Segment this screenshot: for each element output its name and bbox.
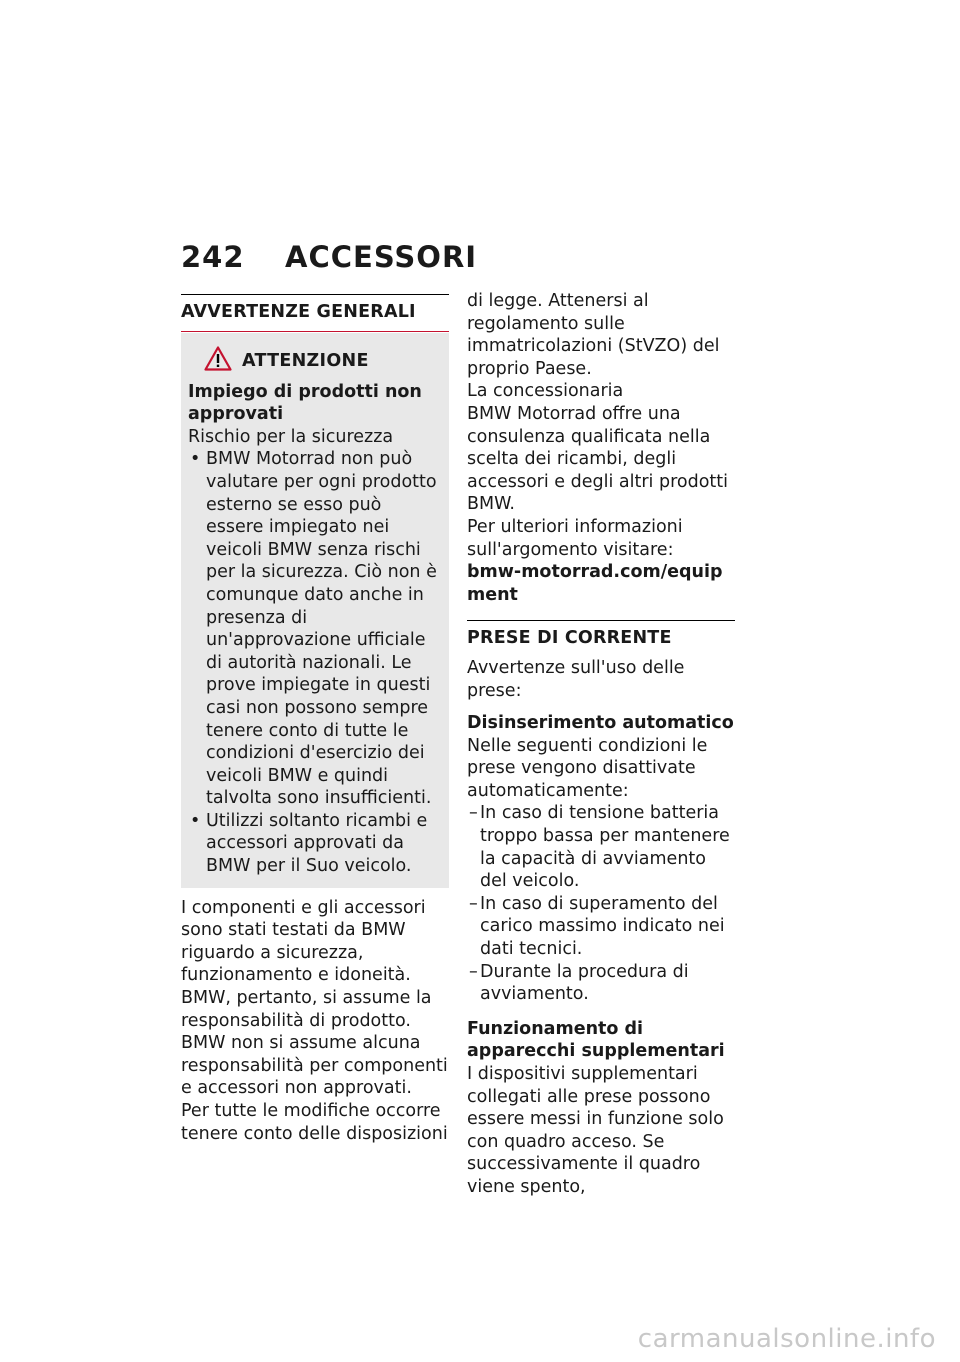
warning-bullet [188, 448, 443, 810]
dash-text: In caso di tensione batteria troppo bassa per mantenere la capacità di avviamento del veicolo. [480, 803, 730, 892]
warning-bullet [188, 810, 443, 878]
paragraph-dealer: BMW Motorrad offre una consulenza qualificata nella scelta dei ricambi, degli accessori e degli altri prodotti BMW. [467, 403, 728, 515]
page-number: 242 [181, 240, 245, 274]
warning-risk: Rischio per la sicurezza [188, 426, 394, 447]
section-title-general-warnings: AVVERTENZE GENERALI [181, 302, 416, 322]
dash-icon: – [469, 961, 478, 982]
warning-heading: Impiego di prodotti non approvati [188, 381, 422, 425]
paragraph-dealer-line: La concessionaria [467, 381, 624, 402]
warning-box [181, 333, 449, 888]
bullet-icon: • [190, 449, 201, 470]
bullet-text: BMW Motorrad non può valutare per ogni prodotto esterno se esso può essere impiegato nei veicoli BMW senza rischi per la sicurezza. Ciò non è comunque dato anche in presenza di un'approvazione ufficiale di autorità nazionali. Le prove impiegate in questi casi non possono sempre tenere conto di tutte le condizioni d'esercizio dei veicoli BMW e quindi talvolta sono insufficienti. [206, 449, 437, 809]
dash-list-item [467, 802, 735, 892]
paragraph-modifications: Per tutte le modifiche occorre tenere conto delle disposizioni [181, 1101, 448, 1144]
paragraph-continuation: di legge. Attenersi al regolamento sulle immatricolazioni (StVZO) del proprio Paese. [467, 291, 720, 379]
left-column [181, 294, 449, 1145]
paragraph-auto-cutoff: Nelle seguenti condizioni le prese vengono disattivate automaticamente: [467, 735, 708, 801]
subheading-auto-cutoff: Disinserimento automatico [467, 713, 734, 734]
section-title-power-sockets: PRESE DI CORRENTE [467, 628, 672, 649]
equipment-link[interactable]: bmw-motorrad.com/equipment [467, 562, 723, 605]
warning-divider [181, 331, 449, 332]
warning-triangle-icon [204, 346, 232, 378]
dash-list-item [467, 893, 735, 961]
paragraph-sockets-intro: Avvertenze sull'uso delle prese: [467, 657, 685, 701]
dash-icon: – [469, 893, 478, 914]
bullet-icon: • [190, 810, 201, 831]
paragraph-extra-devices: I dispositivi supplementari collegati alle prese possono essere messi in funzione solo con quadro acceso. Se successivamente il quadro viene spento, [467, 1064, 724, 1197]
watermark: carmanualsonline.info [637, 1324, 936, 1354]
dash-list-item [467, 961, 735, 1006]
dash-text: Durante la procedura di avviamento. [480, 961, 689, 1005]
subheading-extra-devices: Funzionamento di apparecchi supplementari [467, 1018, 725, 1062]
right-column [467, 291, 735, 1199]
bullet-text: Utilizzi soltanto ricambi e accessori approvati da BMW per il Suo veicolo. [206, 810, 428, 877]
warning-header [188, 343, 443, 381]
paragraph-components-tested: I componenti e gli accessori sono stati testati da BMW riguardo a sicurezza, funzionamento e idoneità. BMW, pertanto, si assume la responsabilità di prodotto. BMW non si assume alcuna responsabilità per componenti e accessori non approvati. [181, 897, 448, 1099]
chapter-title: ACCESSORI [285, 240, 478, 274]
dash-icon: – [469, 803, 478, 824]
page-header [181, 240, 477, 274]
dash-text: In caso di superamento del carico massimo indicato nei dati tecnici. [480, 893, 725, 960]
paragraph-more-info: Per ulteriori informazioni sull'argomento visitare: [467, 516, 683, 560]
warning-label: ATTENZIONE [242, 351, 369, 372]
